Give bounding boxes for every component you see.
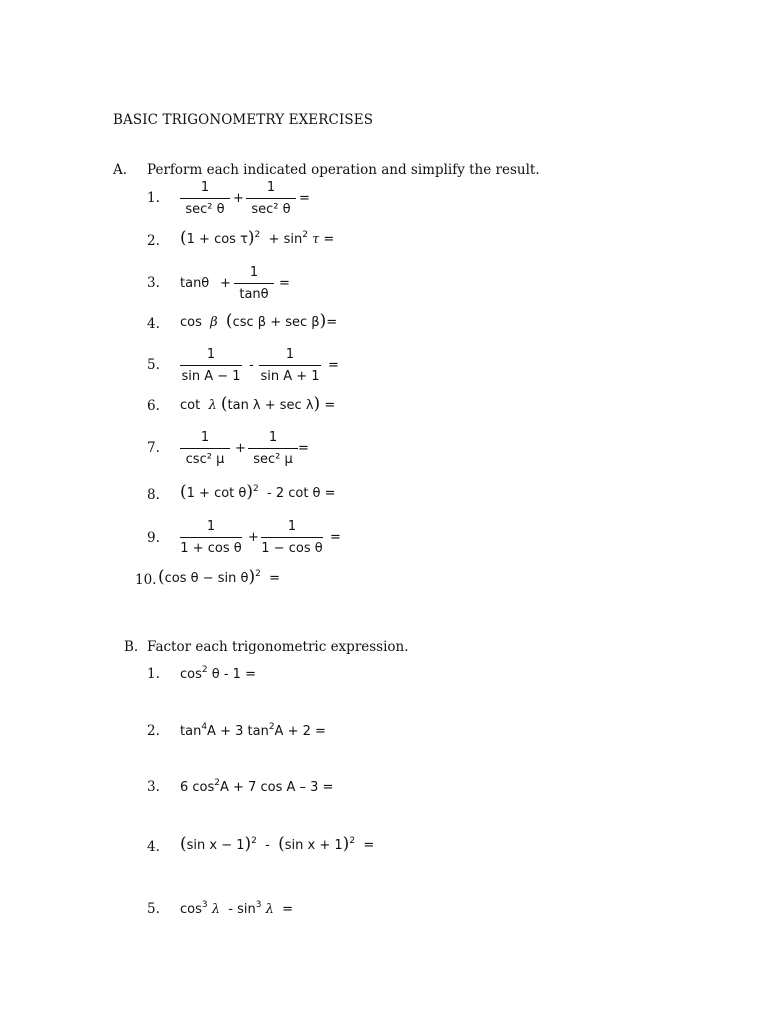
numerator: 1	[249, 265, 259, 280]
numerator: 1	[287, 519, 297, 534]
fraction-1	[180, 347, 242, 385]
denominator: 1 − cos θ	[261, 541, 323, 556]
fraction-bar	[248, 448, 298, 449]
fraction-bar	[180, 448, 230, 449]
section-b-letter: B.	[124, 639, 139, 655]
numerator: 1	[266, 180, 276, 195]
fraction-bar	[246, 198, 296, 199]
fraction-1	[180, 519, 242, 557]
exercise-number: 8.	[147, 487, 160, 503]
fraction-bar	[180, 537, 242, 538]
denominator: 1 + cos θ	[180, 541, 242, 556]
exercise-number: 3.	[147, 275, 160, 291]
fraction-bar	[234, 283, 274, 284]
expression: $\tan^4A + 3$ $\tan^2A + 2$ =	[180, 722, 326, 739]
exercise-number: 6.	[147, 398, 160, 414]
fraction-2	[259, 347, 321, 385]
operator: +	[248, 530, 259, 545]
fraction-bar	[180, 198, 230, 199]
denominator: sec² θ	[185, 202, 225, 217]
expression: $\cos^2 \theta - 1$ =	[180, 665, 256, 682]
expression: cot λ (tan λ + sec λ) =	[180, 394, 336, 414]
exercise-number: 7.	[147, 440, 160, 456]
exercise-number: 3.	[147, 779, 160, 795]
fraction-1	[180, 180, 230, 218]
fraction-2	[261, 519, 323, 557]
equals-sign: =	[330, 530, 341, 545]
exercise-number: 9.	[147, 530, 160, 546]
section-a-instruction: Perform each indicated operation and simplify the result.	[147, 162, 540, 178]
expression: cos β (csc β + sec β)=	[180, 311, 338, 331]
exercise-number: 1.	[147, 666, 160, 682]
operator: +	[235, 441, 246, 456]
expression: $\cos^3 \lambda - \sin^3 \lambda$ =	[180, 900, 294, 917]
exercise-number: 5.	[147, 357, 160, 373]
equals-sign: =	[298, 441, 309, 456]
expression: $(1 + \cos \tau)^2 + \sin^2 \tau$ =	[180, 228, 335, 248]
expression: (sin x − 1)$^2$ - (sin x + 1)$^2$ =	[180, 834, 375, 854]
fraction-bar	[261, 537, 323, 538]
exercise-number: 4.	[147, 316, 160, 332]
equals-sign: =	[279, 276, 290, 291]
exercise-number: 2.	[147, 233, 160, 249]
equals-sign: =	[299, 191, 310, 206]
exercise-number: 4.	[147, 839, 160, 855]
numerator: 1	[206, 519, 216, 534]
section-a-letter: A.	[113, 162, 128, 178]
numerator: 1	[285, 347, 295, 362]
fraction-bar	[180, 365, 242, 366]
numerator: 1	[200, 180, 210, 195]
denominator: sin A − 1	[181, 369, 241, 384]
lead-term: tanθ	[180, 276, 210, 291]
numerator: 1	[200, 430, 210, 445]
denominator: sec² θ	[251, 202, 291, 217]
expression: 6 $\cos^2A + 7$ cos A – 3 =	[180, 778, 334, 795]
exercise-number: 1.	[147, 190, 160, 206]
expression: (cos θ − sin θ)$^2$ =	[158, 567, 281, 587]
fraction-bar	[259, 365, 321, 366]
page-title: BASIC TRIGONOMETRY EXERCISES	[113, 112, 374, 128]
fraction	[234, 265, 274, 303]
numerator: 1	[206, 347, 216, 362]
equals-sign: =	[328, 358, 339, 373]
operator: -	[249, 358, 254, 373]
exercise-number: 10.	[135, 572, 157, 588]
expression: $(1 + \cot \theta)^2 - 2$ cot θ =	[180, 482, 336, 502]
fraction-1	[180, 430, 230, 468]
numerator: 1	[268, 430, 278, 445]
fraction-2	[246, 180, 296, 218]
operator: +	[220, 276, 231, 291]
exercise-number: 5.	[147, 901, 160, 917]
exercise-number: 2.	[147, 723, 160, 739]
fraction-2	[248, 430, 298, 468]
section-b-instruction: Factor each trigonometric expression.	[147, 639, 409, 655]
denominator: csc² μ	[185, 452, 225, 467]
denominator: sec² μ	[253, 452, 293, 467]
operator: +	[233, 191, 244, 206]
denominator: sin A + 1	[260, 369, 320, 384]
denominator: tanθ	[239, 287, 269, 302]
